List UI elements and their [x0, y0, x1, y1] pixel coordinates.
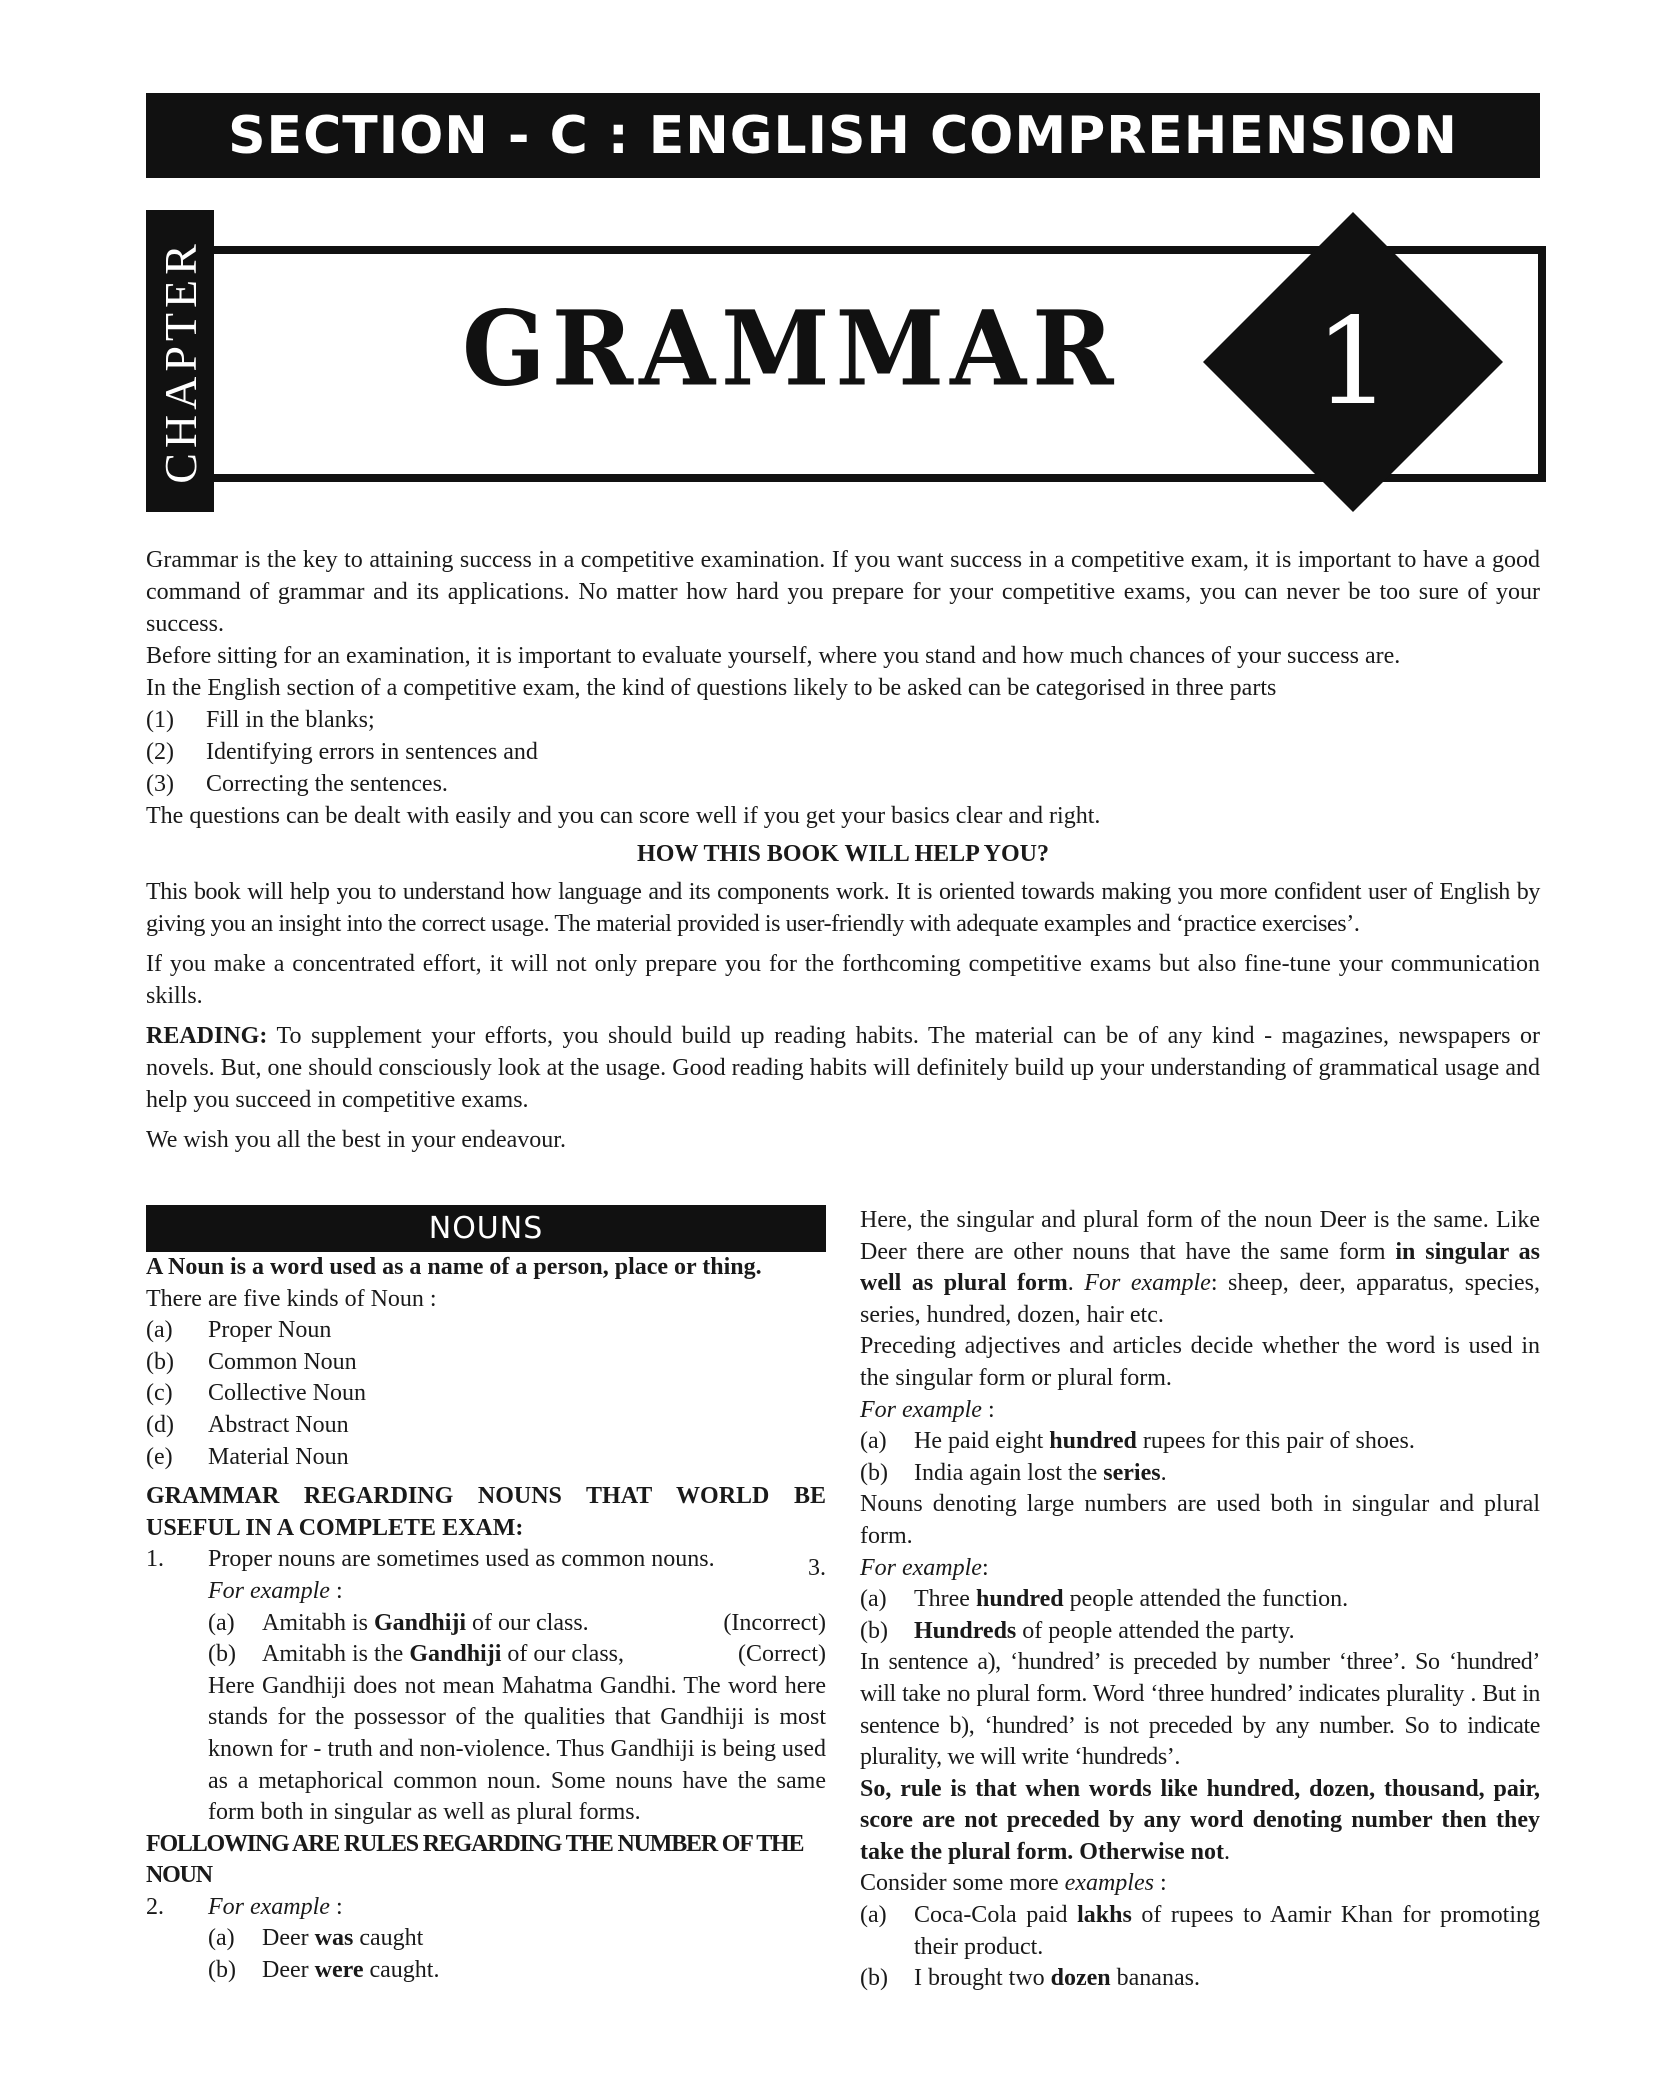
effort-paragraph: If you make a concentrated effort, it will not only prepare you for the forthcoming competitive exams but also fine-tune your communication skills. [146, 951, 1540, 1009]
list-item-text: Material Noun [208, 1443, 349, 1470]
list-item [146, 1315, 826, 1347]
help-paragraph: This book will help you to understand how language and its components work. It is oriented towards making you more confident user of English by giving you an insight into the correct usage. The material provided is user-friendly with adequate examples and ‘practice exercises’. [146, 879, 1540, 937]
rules-heading: FOLLOWING ARE RULES REGARDING THE NUMBER OF THE NOUN [146, 1830, 804, 1889]
grammar-heading: GRAMMAR REGARDING NOUNS THAT WORLD BE USEFUL IN A COMPLETE EXAM: [146, 1483, 826, 1541]
example-bold: hundred [1049, 1428, 1137, 1455]
example-label: (b) [860, 1617, 888, 1644]
example-label: (b) [860, 1965, 888, 1992]
for-example-text: For example [208, 1893, 330, 1920]
list-item [146, 1410, 826, 1442]
text-run: . [1223, 1838, 1230, 1865]
explanation-paragraph: Here Gandhiji does not mean Mahatma Gandhi. The word here stands for the possessor of the qualities that Gandhiji is most known for - truth and non-violence. Thus Gandhiji is being used as a metaphorical common noun. Some nouns have the same form both in singular as well as plural forms. [208, 1672, 826, 1826]
example-label: (a) [860, 1428, 887, 1455]
example-post: . [1160, 1459, 1167, 1486]
rule-item-1 [146, 1544, 826, 1576]
example-bold: were [314, 1957, 364, 1984]
rule-bold-text: So, rule is that when words like hundred, dozen, thousand, pair, score are not preceded by any word denoting number then they take the plural form. Otherwise not [860, 1775, 1540, 1865]
left-column [146, 1205, 826, 1987]
example-text [914, 1900, 1540, 1963]
example-bold: dozen [1050, 1965, 1111, 1992]
right-paragraph-3: Nouns denoting large numbers are used both in singular and plural form. [860, 1491, 1540, 1549]
list-item-text: Common Noun [208, 1348, 357, 1375]
list-item-label: (b) [146, 1348, 174, 1375]
for-example-label [208, 1892, 343, 1924]
nouns-heading: NOUNS [146, 1205, 826, 1252]
example-text [262, 1608, 723, 1640]
wish-paragraph: We wish you all the best in your endeavour. [146, 1127, 566, 1153]
example-pre: I brought two [914, 1965, 1051, 1992]
text-italic: For example [1084, 1270, 1211, 1297]
list-item [146, 1378, 826, 1410]
example-label: (a) [860, 1586, 887, 1613]
right-column [808, 1205, 1541, 1995]
example-text [914, 1963, 1200, 1995]
colon: : [329, 1893, 343, 1920]
reading-text: To supplement your efforts, you should build up reading habits. The material can be of any kind - magazines, newspapers or novels. But, one should consciously look at the usage. Good reading habits will definitely build up your understanding of grammatical usage and help you succeed in competitive exams. [146, 1023, 1540, 1113]
list-item-text: Correcting the sentences. [206, 771, 448, 797]
intro-section [146, 544, 1540, 1156]
rule-number: 2. [146, 1893, 164, 1920]
text-run: Here, the singular and plural form of the noun Deer is the same. Like Deer there are other nouns that have the same form [860, 1207, 1540, 1265]
example-label: (a) [208, 1925, 235, 1952]
text-italic: examples [1064, 1870, 1154, 1897]
example-tag: (Correct) [738, 1641, 826, 1668]
example-item [146, 1639, 826, 1671]
example-bold: Gandhiji [409, 1641, 502, 1668]
chapter-title: GRAMMAR [462, 289, 1120, 410]
example-bold: series [1103, 1459, 1161, 1486]
example-label: (a) [860, 1902, 887, 1929]
text-bold: in singular as well as plural form [860, 1238, 1540, 1297]
reading-label: READING: [146, 1023, 268, 1049]
for-example-text: For example [860, 1554, 982, 1581]
example-text [914, 1458, 1167, 1490]
example-pre: Coca-Cola paid [914, 1902, 1078, 1929]
chapter-tab [146, 210, 214, 512]
list-item-label: (a) [146, 1317, 173, 1344]
list-item-number: (2) [146, 739, 174, 765]
list-item-number: (1) [146, 707, 174, 733]
example-label: (b) [208, 1957, 236, 1984]
rule-item-2 [146, 1892, 826, 1924]
colon: : [981, 1554, 989, 1581]
example-label: (b) [860, 1459, 888, 1486]
intro-paragraph-1: Grammar is the key to attaining success in a competitive examination. If you want success in a competitive exam, it is important to have a good command of grammar and its applications. No matter how hard you prepare for your competitive exams, you can never be too sure of your success. [146, 547, 1540, 637]
text-run: : [1153, 1870, 1167, 1897]
example-item [860, 1584, 1540, 1616]
for-example-label [860, 1395, 1540, 1427]
example-bold: lakhs [1077, 1902, 1132, 1929]
example-bold: Gandhiji [374, 1609, 467, 1636]
help-heading: HOW THIS BOOK WILL HELP YOU? [637, 841, 1049, 867]
for-example-text: For example [860, 1396, 982, 1423]
section-title: SECTION - C : ENGLISH COMPREHENSION [228, 105, 1458, 166]
rule-number: 1. [146, 1546, 164, 1573]
colon: : [981, 1396, 995, 1423]
question-types-list [146, 704, 1540, 800]
list-item [146, 736, 1540, 768]
section-header [146, 93, 1540, 178]
list-item-label: (d) [146, 1411, 174, 1438]
example-text [262, 1923, 826, 1955]
example-post: rupees for this pair of shoes. [1136, 1428, 1415, 1455]
text-run: Consider some more [860, 1870, 1065, 1897]
example-item [860, 1458, 1540, 1490]
example-pre: Deer [262, 1957, 315, 1984]
rule-item-3 [808, 1553, 1540, 1585]
list-item-number: (3) [146, 771, 174, 797]
right-paragraph-1 [860, 1205, 1540, 1331]
kinds-intro: There are five kinds of Noun : [146, 1285, 437, 1312]
intro-paragraph-4: The questions can be dealt with easily and you can score well if you get your basics clear and right. [146, 803, 1101, 829]
example-bold: was [314, 1925, 354, 1952]
list-item-text: Identifying errors in sentences and [206, 739, 538, 765]
example-pre: Amitabh is the [262, 1641, 410, 1668]
list-item-text: Collective Noun [208, 1380, 366, 1407]
list-item-label: (c) [146, 1380, 173, 1407]
example-item [860, 1616, 1540, 1648]
example-pre: India again lost the [914, 1459, 1104, 1486]
for-example-text: For example [208, 1577, 330, 1604]
example-post: people attended the function. [1063, 1586, 1349, 1613]
example-tag: (Incorrect) [723, 1609, 826, 1636]
list-item [146, 1442, 826, 1474]
example-label: (b) [208, 1641, 236, 1668]
for-example-label [146, 1576, 826, 1608]
example-item [146, 1608, 826, 1640]
example-pre: Deer [262, 1925, 315, 1952]
example-post: caught. [363, 1957, 440, 1984]
example-post: caught [353, 1925, 424, 1952]
example-post: bananas. [1110, 1965, 1200, 1992]
example-item [860, 1963, 1540, 1995]
example-item [146, 1923, 826, 1955]
example-item [860, 1900, 1540, 1963]
example-text [914, 1426, 1415, 1458]
chapter-tab-label: CHAPTER [154, 238, 206, 484]
example-post: of our class, [501, 1641, 625, 1668]
list-item [146, 1347, 826, 1379]
example-text [262, 1955, 826, 1987]
noun-definition: A Noun is a word used as a name of a person, place or thing. [146, 1254, 762, 1280]
example-item [146, 1955, 826, 1987]
list-item-text: Proper Noun [208, 1317, 332, 1344]
right-paragraph-2: Preceding adjectives and articles decide whether the word is used in the singular form or plural form. [860, 1333, 1540, 1391]
example-pre: Three [914, 1586, 976, 1613]
example-post: of our class. [466, 1609, 589, 1636]
example-bold: hundred [975, 1586, 1064, 1613]
rule-statement [860, 1774, 1540, 1869]
intro-paragraph-3: In the English section of a competitive exam, the kind of questions likely to be asked can be categorised in three parts [146, 675, 1277, 701]
reading-paragraph [146, 1020, 1540, 1116]
example-text [262, 1639, 738, 1671]
list-item-text: Abstract Noun [208, 1411, 349, 1438]
right-paragraph-4: In sentence a), ‘hundred’ is preceded by number ‘three’. So ‘hundred’ will take no plural form. Word ‘three hundred’ indicates plurality . But in sentence b), ‘hundred’ is not preceded by any number. So to indicate plurality, we will write ‘hundreds’. [860, 1649, 1540, 1771]
example-item [860, 1426, 1540, 1458]
chapter-number: 1 [1314, 292, 1392, 432]
list-item-label: (e) [146, 1443, 173, 1470]
intro-paragraph-2: Before sitting for an examination, it is important to evaluate yourself, where you stand and how much chances of your success are. [146, 643, 1401, 669]
example-post: of rupees to Aamir Khan for promoting their product. [914, 1902, 1541, 1960]
consider-line [860, 1868, 1540, 1900]
list-item [146, 768, 1540, 800]
example-text [914, 1584, 1348, 1616]
example-pre: He paid eight [914, 1428, 1050, 1455]
example-post: of people attended the party. [1016, 1617, 1295, 1644]
text-run: : sheep, deer, apparatus, species, series, hundred, dozen, hair etc. [860, 1270, 1541, 1328]
rule-number: 3. [808, 1554, 826, 1581]
list-item [146, 704, 1540, 736]
colon: : [329, 1577, 343, 1604]
example-bold: Hundreds [914, 1617, 1017, 1644]
rule-text: Proper nouns are sometimes used as common nouns. [208, 1546, 715, 1573]
example-pre: Amitabh is [262, 1609, 374, 1636]
list-item-text: Fill in the blanks; [206, 707, 375, 733]
text-run: . [1067, 1270, 1085, 1297]
example-label: (a) [208, 1609, 235, 1636]
example-text [914, 1616, 1295, 1648]
